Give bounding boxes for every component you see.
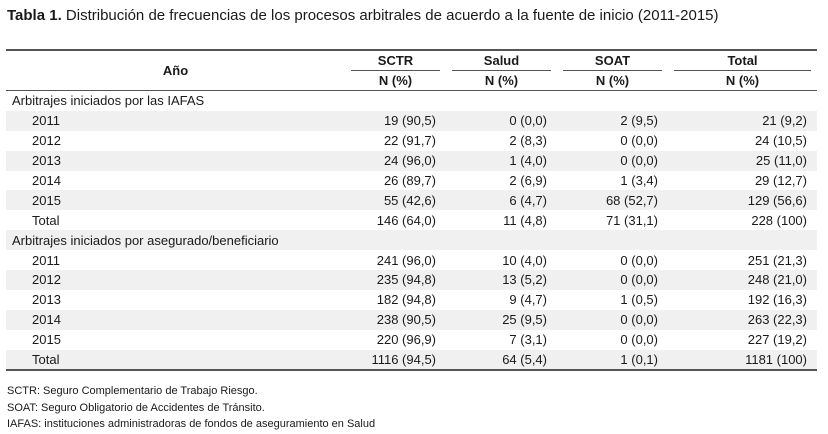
group-header-salud: Salud bbox=[446, 50, 557, 71]
row-sctr-cell: 26 (89,7) bbox=[383, 173, 436, 188]
table-row bbox=[6, 111, 817, 131]
group-header-soat: SOAT bbox=[557, 50, 668, 71]
row-total-cell: 192 (16,3) bbox=[747, 292, 807, 308]
row-total-cell: 29 (12,7) bbox=[754, 173, 807, 188]
table-row bbox=[6, 250, 817, 270]
row-year-cell: 2015 bbox=[6, 190, 345, 210]
row-year-cell: 2013 bbox=[6, 151, 345, 171]
row-year-cell: Total bbox=[6, 350, 345, 371]
group-header-sctr: SCTR bbox=[345, 50, 446, 71]
row-sctr-cell: 22 (91,7) bbox=[383, 133, 436, 149]
year-header: Año bbox=[162, 63, 189, 78]
row-year-cell: Total bbox=[32, 212, 60, 228]
table-caption bbox=[7, 6, 719, 26]
row-soat-cell: 2 (9,5) bbox=[557, 111, 668, 131]
table-row bbox=[6, 290, 817, 310]
table-body bbox=[6, 91, 817, 371]
row-soat-cell: 0 (0,0) bbox=[620, 332, 658, 348]
row-sctr-cell: 182 (94,8) bbox=[376, 292, 436, 308]
row-salud-cell: 2 (8,3) bbox=[509, 133, 547, 149]
row-soat-cell: 0 (0,0) bbox=[557, 151, 668, 171]
table-row bbox=[6, 270, 817, 290]
row-sctr-cell: 1116 (94,5) bbox=[345, 350, 446, 371]
table-row bbox=[6, 330, 817, 350]
subheader-salud: N (%) bbox=[484, 73, 519, 88]
row-salud-cell: 11 (4,8) bbox=[503, 212, 547, 228]
row-total-cell: 251 (21,3) bbox=[747, 252, 807, 268]
section-title: Arbitrajes iniciados por asegurado/beneficiario bbox=[6, 230, 817, 250]
row-year-cell: 2015 bbox=[32, 332, 61, 348]
caption-text: Distribución de frecuencias de los procesos arbitrales de acuerdo a la fuente de inicio (2011-2015) bbox=[61, 7, 719, 24]
row-total-cell: 228 (100) bbox=[751, 212, 807, 228]
row-soat-cell: 0 (0,0) bbox=[620, 133, 658, 149]
row-year-cell: 2012 bbox=[32, 133, 61, 149]
row-sctr-cell: 241 (96,0) bbox=[376, 252, 436, 268]
row-sctr-cell: 146 (64,0) bbox=[376, 212, 436, 228]
footnotes bbox=[7, 383, 375, 433]
row-sctr-cell: 24 (96,0) bbox=[345, 151, 446, 171]
row-year-cell: 2011 bbox=[32, 252, 60, 268]
row-salud-cell: 64 (5,4) bbox=[446, 350, 557, 371]
row-sctr-cell: 55 (42,6) bbox=[345, 190, 446, 210]
row-total-cell: 25 (11,0) bbox=[668, 151, 817, 171]
row-year-cell: 2014 bbox=[6, 310, 345, 330]
row-sctr-cell: 238 (90,5) bbox=[345, 310, 446, 330]
table-row bbox=[6, 131, 817, 151]
table-row bbox=[6, 171, 817, 191]
row-salud-cell: 25 (9,5) bbox=[446, 310, 557, 330]
frequency-table bbox=[6, 49, 817, 371]
row-sctr-cell: 220 (96,9) bbox=[376, 332, 436, 348]
caption-label: Tabla 1. bbox=[7, 7, 62, 24]
row-salud-cell: 1 (4,0) bbox=[446, 151, 557, 171]
row-salud-cell: 2 (6,9) bbox=[509, 173, 547, 188]
row-soat-cell: 1 (3,4) bbox=[620, 173, 658, 188]
table-row bbox=[6, 310, 817, 330]
row-year-cell: 2011 bbox=[6, 111, 345, 131]
row-year-cell: 2014 bbox=[32, 173, 61, 188]
row-total-cell: 24 (10,5) bbox=[754, 133, 807, 149]
table-row bbox=[6, 190, 817, 210]
table-row bbox=[6, 151, 817, 171]
section-row bbox=[6, 91, 817, 111]
row-year-cell: 2013 bbox=[32, 292, 61, 308]
row-soat-cell: 71 (31,1) bbox=[605, 212, 658, 228]
row-soat-cell: 1 (0,5) bbox=[620, 292, 658, 308]
row-soat-cell: 0 (0,0) bbox=[557, 310, 668, 330]
section-title: Arbitrajes iniciados por las IAFAS bbox=[12, 93, 205, 109]
row-salud-cell: 10 (4,0) bbox=[502, 252, 547, 268]
row-soat-cell: 0 (0,0) bbox=[557, 270, 668, 290]
subheader-soat: N (%) bbox=[595, 73, 630, 88]
section-row bbox=[6, 230, 817, 250]
row-total-cell: 227 (19,2) bbox=[747, 332, 807, 348]
row-total-cell: 21 (9,2) bbox=[668, 111, 817, 131]
row-total-cell: 248 (21,0) bbox=[668, 270, 817, 290]
row-sctr-cell: 19 (90,5) bbox=[345, 111, 446, 131]
table-row bbox=[6, 210, 817, 230]
row-salud-cell: 13 (5,2) bbox=[446, 270, 557, 290]
row-total-cell: 263 (22,3) bbox=[668, 310, 817, 330]
footnote-sctr: SCTR: Seguro Complementario de Trabajo Riesgo. bbox=[7, 385, 258, 397]
footnote-soat: SOAT: Seguro Obligatorio de Accidentes de Tránsito. bbox=[7, 401, 265, 414]
row-salud-cell: 7 (3,1) bbox=[509, 332, 547, 348]
table-row bbox=[6, 350, 817, 371]
row-salud-cell: 0 (0,0) bbox=[446, 111, 557, 131]
row-year-cell: 2012 bbox=[6, 270, 345, 290]
row-soat-cell: 1 (0,1) bbox=[557, 350, 668, 371]
group-header-total: Total bbox=[668, 50, 817, 71]
row-soat-cell: 68 (52,7) bbox=[557, 190, 668, 210]
row-total-cell: 129 (56,6) bbox=[668, 190, 817, 210]
row-total-cell: 1181 (100) bbox=[668, 350, 817, 371]
row-soat-cell: 0 (0,0) bbox=[620, 252, 658, 268]
subheader-total: N (%) bbox=[725, 73, 760, 88]
row-sctr-cell: 235 (94,8) bbox=[345, 270, 446, 290]
header-row bbox=[6, 50, 817, 71]
footnote-iafas: IAFAS: instituciones administradoras de fondos de aseguramiento en Salud bbox=[7, 418, 376, 430]
row-salud-cell: 6 (4,7) bbox=[446, 190, 557, 210]
subheader-sctr: N (%) bbox=[378, 73, 413, 88]
row-salud-cell: 9 (4,7) bbox=[509, 292, 547, 308]
